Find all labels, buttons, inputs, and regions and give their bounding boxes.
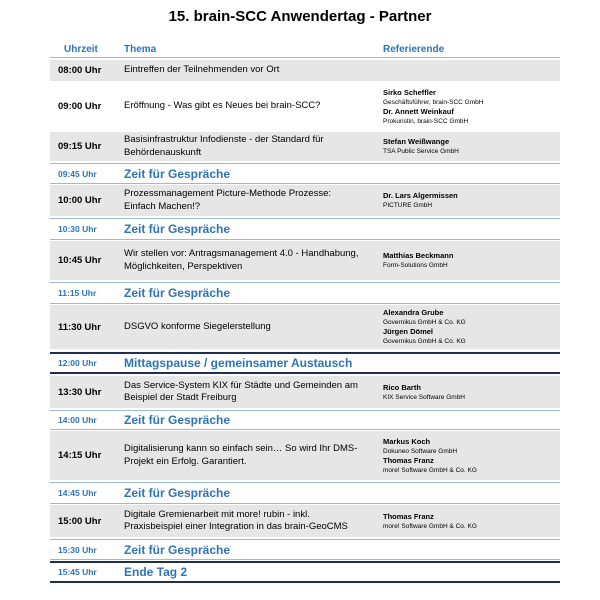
speaker-name: Markus Koch — [383, 436, 431, 446]
speaker-org: KIX Service Software GmbH — [383, 393, 465, 401]
speaker-name: Sirko Scheffler — [383, 87, 436, 97]
break-title: Zeit für Gespräche — [124, 166, 231, 181]
row-speakers — [383, 241, 558, 280]
row-time: 11:15 Uhr — [58, 288, 97, 298]
header-divider — [50, 57, 560, 58]
agenda-row — [50, 185, 560, 217]
row-time: 13:30 Uhr — [58, 386, 102, 398]
speaker-name: Matthias Beckmann — [383, 251, 454, 260]
break-row — [50, 482, 560, 504]
speaker-name: Dr. Annett Weinkauf — [383, 106, 454, 116]
row-time: 15:00 Uhr — [58, 515, 102, 527]
speaker-org: PICTURE GmbH — [383, 202, 433, 209]
lunch-title: Mittagspause / gemeinsamer Austausch — [124, 356, 353, 370]
row-speakers — [383, 376, 558, 408]
agenda-row — [50, 305, 560, 350]
row-time: 15:45 Uhr — [58, 567, 97, 577]
speaker-org: Dokuneo Software GmbH — [383, 447, 458, 455]
row-speakers — [383, 83, 558, 130]
speaker-org: Prokuristin, brain-SCC GmbH — [383, 117, 469, 125]
row-time: 14:45 Uhr — [58, 488, 97, 498]
break-row — [50, 539, 560, 560]
speaker-org: Form-Solutions GmbH — [383, 262, 448, 269]
speaker-org: Governikus GmbH & Co. KG — [383, 338, 466, 345]
row-topic: Eröffnung - Was gibt es Neues bei brain-SCC? — [124, 100, 321, 112]
row-speakers — [383, 431, 558, 480]
break-title: Zeit für Gespräche — [124, 542, 231, 557]
agenda-row — [50, 241, 560, 281]
break-row — [50, 218, 560, 240]
row-topic: Wir stellen vor: Antragsmanagement 4.0 - Handhabung, Möglichkeiten, Perspektiven — [124, 248, 359, 272]
speaker-name: Rico Barth — [383, 382, 421, 392]
row-time: 12:00 Uhr — [58, 358, 97, 368]
speaker-org: TSA Public Service GmbH — [383, 148, 459, 155]
row-time: 10:30 Uhr — [58, 224, 97, 234]
agenda-row — [50, 431, 560, 481]
row-time: 08:00 Uhr — [58, 65, 102, 76]
row-time: 10:00 Uhr — [58, 195, 102, 206]
break-row — [50, 282, 560, 304]
agenda-row — [50, 83, 560, 131]
row-topic: Digitalisierung kann so einfach sein… So wird Ihr DMS-Projekt ein Erfolg. Garantiert. — [124, 443, 358, 467]
row-speakers — [383, 132, 558, 161]
break-row — [50, 410, 560, 430]
speaker-org: more! Software GmbH & Co. KG — [383, 466, 477, 474]
row-time: 15:30 Uhr — [58, 544, 97, 555]
row-time: 14:15 Uhr — [58, 450, 102, 461]
row-time: 09:45 Uhr — [58, 168, 97, 179]
agenda-row — [50, 505, 560, 538]
row-topic: Digitale Gremienarbeit mit more! rubin - inkl. Praxisbeispiel einer Integration in das brain-GeoCMS — [124, 508, 348, 532]
row-topic: Basisinfrastruktur Infodienste - der Standard für Behördenauskunft — [124, 134, 324, 158]
row-topic: Prozessmanagement Picture-Methode Prozesse: Einfach Machen!? — [124, 188, 331, 212]
break-title: Zeit für Gespräche — [124, 286, 231, 300]
row-time: 10:45 Uhr — [58, 255, 102, 266]
row-speakers — [383, 505, 558, 537]
end-row — [50, 561, 560, 583]
agenda-row — [50, 60, 560, 82]
row-topic: Eintreffen der Teilnehmenden vor Ort — [124, 64, 280, 76]
speaker-org: Governikus GmbH & Co. KG — [383, 319, 466, 326]
row-speakers — [383, 305, 558, 349]
agenda-row — [50, 132, 560, 162]
row-topic: DSGVO konforme Siegelerstellung — [124, 320, 271, 332]
row-time: 14:00 Uhr — [58, 415, 97, 425]
header-speakers: Referierende — [383, 44, 445, 55]
break-title: Zeit für Gespräche — [124, 486, 231, 500]
speaker-name: Stefan Weißwange — [383, 137, 450, 146]
break-title: Zeit für Gespräche — [124, 222, 231, 236]
speaker-name: Thomas Franz — [383, 511, 434, 521]
page-title: 15. brain-SCC Anwendertag - Partner — [168, 8, 432, 25]
row-time: 11:30 Uhr — [58, 321, 101, 333]
row-time: 09:15 Uhr — [58, 141, 102, 152]
header-topic: Thema — [124, 44, 157, 55]
break-row — [50, 163, 560, 184]
speaker-org: more! Software GmbH & Co. KG — [383, 522, 477, 530]
end-title: Ende Tag 2 — [124, 565, 188, 579]
lunch-row — [50, 352, 560, 374]
header-time: Uhrzeit — [64, 44, 98, 55]
speaker-name: Alexandra Grube — [383, 308, 444, 317]
speaker-name: Dr. Lars Algermissen — [383, 191, 458, 200]
row-time: 09:00 Uhr — [58, 101, 102, 112]
break-title: Zeit für Gespräche — [124, 413, 231, 427]
speaker-name: Thomas Franz — [383, 455, 434, 465]
speaker-org: Geschäftsführer, brain-SCC GmbH — [383, 98, 484, 106]
row-speakers — [383, 185, 558, 216]
speaker-name: Jürgen Dömel — [383, 327, 434, 336]
agenda-row — [50, 376, 560, 409]
row-topic: Das Service-System KIX für Städte und Gemeinden am Beispiel der Stadt Freiburg — [124, 379, 358, 403]
